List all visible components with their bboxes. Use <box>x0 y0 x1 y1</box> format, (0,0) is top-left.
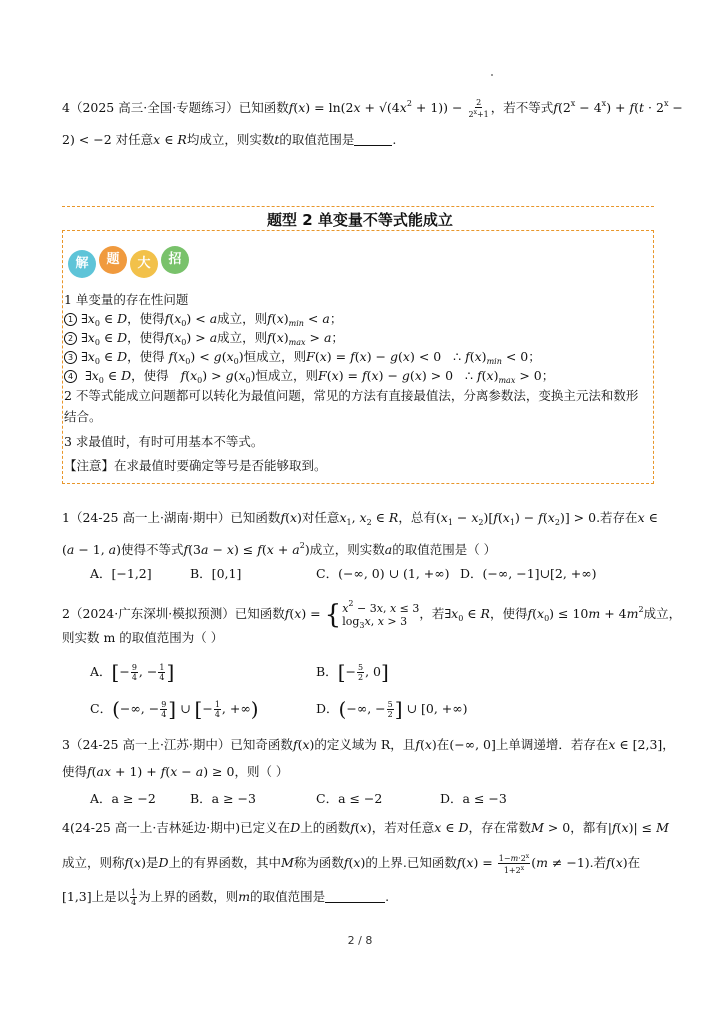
q2-option-d[interactable]: D．(−∞, − $\frac{5}{2}$ ] ∪ [0, +∞) <box>316 697 468 721</box>
q3-option-d[interactable]: D．a ≤ −3 <box>440 791 507 806</box>
answer-blank <box>354 145 392 146</box>
q2-option-a[interactable]: A．[− $\frac{9}{4}$ , − $\frac{1}{4}$ ] <box>90 660 175 684</box>
badge-char-4: 招 <box>161 246 189 274</box>
tip-line-1: 1 单变量的存在性问题 <box>64 292 189 307</box>
q3-option-b[interactable]: B．a ≥ −3 <box>190 791 256 806</box>
page-number: 2 / 8 <box>347 934 373 947</box>
q3-line2: 使得f(ax + 1) + f(x − a) ≥ 0，则（ ） <box>62 764 289 779</box>
q1-option-c[interactable]: C．(−∞, 0) ∪ (1, +∞) <box>316 566 450 581</box>
section-top-border <box>62 206 654 207</box>
q4-line2: 成立，则称f(x)是D上的有界函数，其中M称为函数f(x)的上界.已知函数f(x) = $\frac{1-m\cdot 2^x}{1+2^x}$ (m ≠ −1).若f(x)在 <box>62 853 641 875</box>
tip-line-9: 【注意】在求最值时要确定等号是否能够取到。 <box>64 458 327 473</box>
q2-line2: 则实数 m 的取值范围为（ ） <box>62 630 224 645</box>
q1-option-b[interactable]: B．[0,1] <box>190 566 242 581</box>
q4-top-line1: 4（2025 高三·全国·专题练习）已知函数$f(x) = \ln(2x + √(4x^2 + 1))$ − $\frac{2}{2^x+1}$ ，若不等式$f(2^x - 4^x) + f(t \cdot 2^x$ − <box>62 98 683 119</box>
scan-speck <box>491 74 493 76</box>
q4-line1: 4(24-25 高一上·吉林延边·期中)已定义在D上的函数f(x)，若对任意x ∈ D，存在常数M > 0，都有|f(x)| ≤ M <box>62 820 669 835</box>
q2-option-b[interactable]: B．[− $\frac{5}{2}$ , 0] <box>316 660 389 684</box>
tip-line-5: 4 $\exists x_0$ ∈ D，使得 $f(x_0) > g(x_0)$恒成立，则F(x) = f(x) − g(x) > 0 ∴ $f(x)_{max} > 0$； <box>64 368 554 389</box>
q1-line2: (a − 1, a)使得不等式$f(3a - x) \le f(x + a^2)$成立，则实数a的取值范围是（ ） <box>62 541 497 557</box>
q3-option-a[interactable]: A．a ≥ −2 <box>90 791 156 806</box>
q4-line3: [1,3]上是以 $\frac{1}{4}$ 为上界的函数，则m的取值范围是 . <box>62 888 390 907</box>
tip-line-7: 结合。 <box>64 409 102 424</box>
q1-line1: 1（24-25 高一上·湖南·期中）已知函数f(x)对任意$x_1$, $x_2$ ∈ R，总有$(x_1 - x_2)[f(x_1) - f(x_2)] > 0$.若存在x ∈ <box>62 510 658 527</box>
badge-char-3: 大 <box>130 250 158 278</box>
tip-line-4: 3 $\exists x_0$ ∈ D，使得 $f(x_0) < g(x_0)$恒成立，则F(x) = f(x) − g(x) < 0 ∴ $f(x)_{min} < 0$； <box>64 349 541 370</box>
tip-line-6: 2 不等式能成立问题都可以转化为最值问题，常见的方法有直接最值法，分离参数法，变换主元法和数形 <box>64 388 639 403</box>
q1-option-a[interactable]: A．[−1,2] <box>90 566 152 581</box>
badge-char-2: 题 <box>99 246 127 274</box>
q1-option-d[interactable]: D．(−∞, −1]∪[2, +∞) <box>460 566 597 581</box>
q2-line1: 2（2024·广东深圳·模拟预测）已知函数f(x) = { $x^2 - 3x$, x ≤ 3 $\log_3x$, x > 3 ，若$\exists x_0$ ∈ R，使得$f(x_0) \le 10m + 4m^2$成立， <box>62 599 682 630</box>
tip-line-2: 1 $\exists x_0$ ∈ D，使得$f(x_0) < a$成立，则$f(x)_{min} < a$； <box>64 311 342 332</box>
q3-line1: 3（24-25 高一上·江苏·期中）已知奇函数f(x)的定义域为 R，且f(x)在(−∞, 0]上单调递增．若存在x ∈ [2,3]， <box>62 737 675 752</box>
section-title: 题型 2 单变量不等式能成立 <box>267 211 453 229</box>
tip-line-3: 2 $\exists x_0$ ∈ D，使得$f(x_0) > a$成立，则$f(x)_{max} > a$； <box>64 330 344 351</box>
q2-option-c[interactable]: C．(−∞, − $\frac{9}{4}$ ] ∪ [− $\frac{1}{4}$ , +∞) <box>90 697 259 721</box>
answer-blank <box>325 902 385 903</box>
tip-line-8: 3 求最值时，有时可用基本不等式。 <box>64 434 264 449</box>
q3-option-c[interactable]: C．a ≤ −2 <box>316 791 383 806</box>
q4-top-line2: 2) < −2 对任意x ∈ R均成立，则实数t的取值范围是 . <box>62 132 397 147</box>
badge-char-1: 解 <box>68 250 96 278</box>
